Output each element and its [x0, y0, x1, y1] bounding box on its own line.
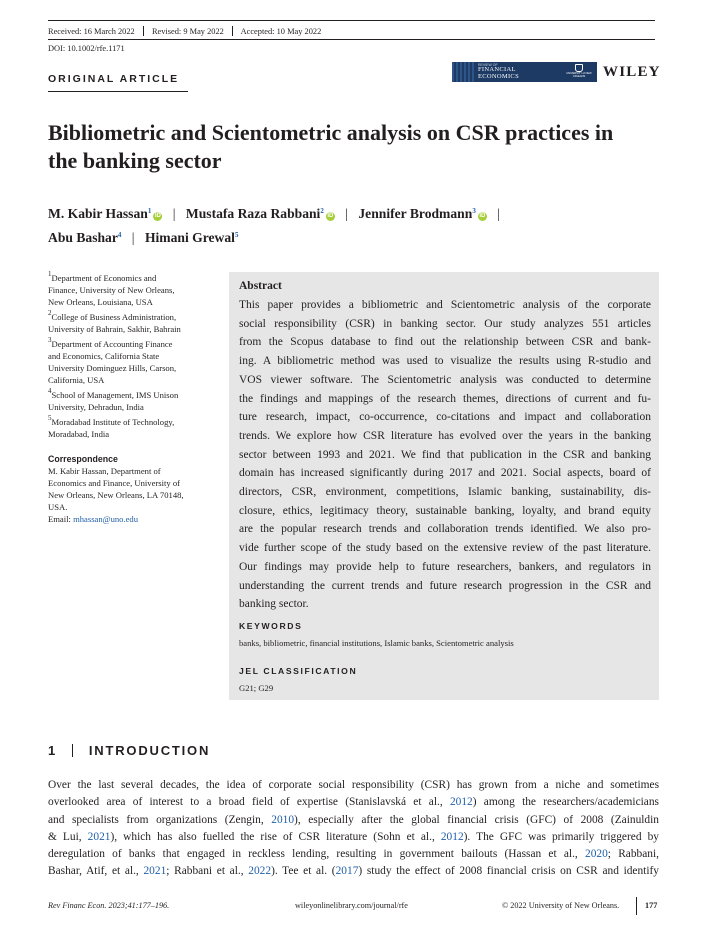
publisher-logo: WILEY: [603, 64, 661, 80]
section-divider: [72, 744, 73, 757]
header-divider: [143, 26, 144, 36]
keywords-text: banks, bibliometric, financial institutions, Islamic banks, Scientometric analysis: [239, 638, 514, 648]
journal-logo-name-1: FINANCIAL: [478, 66, 516, 73]
jel-heading: JEL CLASSIFICATION: [239, 666, 358, 676]
affiliation-line: University Dominguez Hills, Carson,: [48, 363, 177, 373]
intro-text: deregulation of banks that engaged in reckless lending, resulting in government bailouts (Hassan et al.,: [48, 848, 586, 861]
abstract-line: directors, CSR, environment, competitions, Islamic banking, sustainability, dis-: [239, 486, 651, 499]
abstract-line: social responsibility (CSR) in banking sector. Our study analyzes 551 articles: [239, 317, 651, 330]
intro-line: [48, 846, 659, 863]
author-name: Mustafa Raza Rabbani: [185, 206, 321, 221]
revised-date: Revised: 9 May 2022: [151, 27, 224, 36]
orcid-icon[interactable]: iD: [154, 213, 161, 219]
affiliation-line: Department of Economics and: [51, 273, 157, 283]
citation-year-link[interactable]: 2021: [143, 865, 167, 878]
journal-logo: [452, 62, 597, 82]
affiliation-sup: 5: [48, 414, 52, 422]
affiliation-line: University, Dehradun, India: [48, 402, 144, 412]
abstract-heading: Abstract: [239, 280, 282, 292]
citation-year-link[interactable]: 2012: [440, 830, 464, 843]
accepted-date: Accepted: 10 May 2022: [240, 27, 322, 36]
article-type: ORIGINAL ARTICLE: [48, 73, 180, 85]
email-label: Email:: [48, 514, 74, 524]
intro-text: Bashar, Atif, et al.,: [48, 865, 144, 878]
uno-logo-text: UNIVERSITY of NEW ORLEANS: [566, 72, 592, 78]
section-number: 1: [48, 743, 58, 758]
author-name: Himani Grewal: [144, 230, 235, 245]
correspondence-line: Economics and Finance, University of: [48, 478, 180, 488]
correspondence-heading: Correspondence: [48, 454, 118, 464]
abstract-line: vide further scope of the study based on the extensive review of the past literature.: [239, 542, 651, 555]
abstract-line: sector between 1993 and 2021. We find that publication in the CSR and banking: [239, 448, 651, 461]
footer-url[interactable]: wileyonlinelibrary.com/journal/rfe: [295, 901, 408, 910]
affiliation-line: Finance, University of New Orleans,: [48, 285, 175, 295]
title-line-1: Bibliometric and Scientometric analysis on CSR practices in: [48, 120, 614, 145]
section-title: INTRODUCTION: [88, 743, 211, 758]
affiliation-line: College of Business Administration,: [51, 312, 177, 322]
affiliation: [48, 389, 218, 413]
citation-year-link[interactable]: 2022: [248, 865, 272, 878]
article-title: [48, 119, 688, 175]
footer-copyright: © 2022 University of New Orleans.: [502, 901, 620, 910]
intro-text: ) among the researchers/academicians: [472, 796, 659, 809]
author-affiliation-sup: 1: [147, 207, 152, 215]
author-affiliation-sup: 5: [234, 231, 239, 239]
abstract-line: closure, ethics, legitimacy theory, sustainable banking, loyalty, and brand equity: [239, 504, 651, 517]
correspondence: [48, 453, 218, 525]
affiliation-line: New Orleans, Louisiana, USA: [48, 297, 153, 307]
affiliation: [48, 311, 218, 335]
affiliation-sup: 4: [48, 387, 52, 395]
journal-logo-small: REVIEW OF: [478, 63, 498, 67]
citation-year-link[interactable]: 2012: [449, 796, 473, 809]
affiliation-line: Moradabad Institute of Technology,: [51, 417, 175, 427]
uno-crest-icon: [575, 64, 583, 72]
correspondence-line: USA.: [48, 502, 68, 512]
top-rule: [48, 20, 655, 21]
correspondence-line: New Orleans, New Orleans, LA 70148,: [48, 490, 184, 500]
abstract-line: the findings and mappings of the research themes, directions of current and fu-: [239, 392, 651, 405]
intro-text: ), especially after the global financial crisis (GFC) of 2008 (Zainuldin: [294, 813, 659, 826]
affiliation-line: Department of Accounting Finance: [51, 339, 173, 349]
intro-text: overlooked area of interest to a broad field of expertise (Stanislavská et al.,: [48, 796, 450, 809]
author-list: [48, 202, 668, 250]
email-link[interactable]: mhassan@uno.edu: [73, 514, 139, 524]
affiliation-line: School of Management, IMS Unison: [51, 390, 179, 400]
affiliation-line: and Economics, California State: [48, 351, 160, 361]
intro-text: ) study the effect of 2008 financial crisis on CSR and identify: [358, 865, 660, 878]
footer-divider: [636, 897, 637, 915]
author[interactable]: [48, 230, 121, 245]
intro-text: & Lui,: [48, 830, 88, 843]
journal-logo-name-2: ECONOMICS: [478, 73, 519, 80]
citation-year-link[interactable]: 2020: [585, 848, 608, 861]
title-line-2: the banking sector: [48, 148, 222, 173]
author-separator: |: [172, 206, 176, 221]
abstract-line: understanding the current trends and future research progression in the CSR and: [239, 579, 651, 592]
abstract-line: are the popular research trends and collaboration trends identified. We also pro-: [239, 523, 651, 536]
section-heading: [48, 743, 210, 758]
author[interactable]: [145, 230, 239, 245]
correspondence-line: M. Kabir Hassan, Department of: [48, 466, 161, 476]
abstract-text: [239, 296, 651, 614]
abstract-line: trends. We explore how CSR literature has evolved over the years in the banking: [239, 429, 651, 442]
abstract-line: from the Scopus database to find out the relationship between CSR and bank-: [239, 336, 651, 349]
intro-text: ; Rabbani et al.,: [166, 865, 249, 878]
intro-text: ). The GFC was primarily triggered by: [463, 830, 659, 843]
affiliation-sup: 2: [48, 309, 52, 317]
author[interactable]: [48, 206, 162, 221]
intro-paragraph: [48, 777, 659, 881]
author[interactable]: [186, 206, 335, 221]
author-affiliation-sup: 2: [320, 207, 324, 215]
keywords-heading: KEYWORDS: [239, 621, 303, 631]
citation-year-link[interactable]: 2010: [271, 813, 295, 826]
intro-text: ), which has also fuelled the rise of CSR literature (Sohn et al.,: [110, 830, 441, 843]
author-separator: |: [345, 206, 348, 221]
uno-logo: [564, 64, 594, 80]
author-name: Abu Bashar: [48, 230, 118, 245]
footer-citation: Rev Financ Econ. 2023;41:177–196.: [48, 901, 170, 910]
header-rule: [48, 39, 655, 40]
intro-text: ). Tee et al. (: [271, 865, 336, 878]
intro-line: [48, 829, 659, 846]
page-number: 177: [645, 901, 658, 910]
intro-text: and specialists from organizations (Zengin,: [48, 813, 272, 826]
intro-line: [48, 812, 659, 829]
footer: [48, 899, 659, 913]
author-name: M. Kabir Hassan: [48, 206, 148, 221]
affiliation-line: California, USA: [48, 375, 105, 385]
header-dates: [48, 26, 321, 36]
abstract-line: This paper provides a bibliometric and Scientometric analysis of the corporate: [239, 299, 651, 311]
intro-line: [48, 777, 659, 794]
abstract-line: banking sector.: [239, 598, 309, 611]
orcid-icon[interactable]: iD: [327, 213, 334, 219]
affiliation-line: University of Bahrain, Sakhir, Bahrain: [48, 324, 181, 334]
affiliations: [48, 272, 218, 525]
abstract-line: ing. A bibliometric method was used to visualize the results using R-studio and: [239, 355, 651, 368]
citation-year-link[interactable]: 2017: [335, 865, 359, 878]
journal-logo-pattern: [452, 62, 474, 82]
affiliation-line: Moradabad, India: [48, 429, 110, 439]
intro-line: [48, 863, 659, 880]
intro-line: [48, 794, 659, 811]
doi[interactable]: DOI: 10.1002/rfe.1171: [48, 44, 125, 53]
abstract-line: domain has increased significantly during 2017 and 2021. Social aspects, board of: [239, 467, 651, 480]
author-separator: |: [131, 230, 135, 245]
affiliation: [48, 272, 218, 308]
author-affiliation-sup: 3: [472, 207, 476, 215]
citation-year-link[interactable]: 2021: [87, 830, 111, 843]
article-type-rule: [48, 91, 188, 92]
orcid-icon[interactable]: iD: [479, 213, 486, 219]
abstract-line: ture research, impact, co-occurrence, co-citations and impact and collaboration: [239, 411, 651, 424]
author-name: Jennifer Brodmann: [358, 206, 473, 221]
affiliation-sup: 1: [48, 270, 52, 278]
abstract-line: VOS viewer software. The Scientometric analysis was conducted to determine: [239, 373, 651, 386]
affiliation-sup: 3: [48, 336, 52, 344]
jel-text: G21; G29: [239, 683, 274, 693]
author[interactable]: [358, 206, 486, 221]
author-affiliation-sup: 4: [117, 231, 122, 239]
affiliation: [48, 416, 218, 440]
abstract-line: Our findings may provide help to future researchers, bankers, and regulators in: [239, 560, 651, 573]
received-date: Received: 16 March 2022: [48, 27, 135, 36]
header-divider: [232, 26, 233, 36]
intro-text: ; Rabbani,: [607, 848, 659, 861]
intro-text: Over the last several decades, the idea of corporate social responsibility (CSR) has grown from a niche and sometimes: [48, 779, 659, 791]
abstract-box: [229, 272, 659, 700]
author-separator: |: [497, 206, 500, 221]
affiliation: [48, 338, 218, 386]
